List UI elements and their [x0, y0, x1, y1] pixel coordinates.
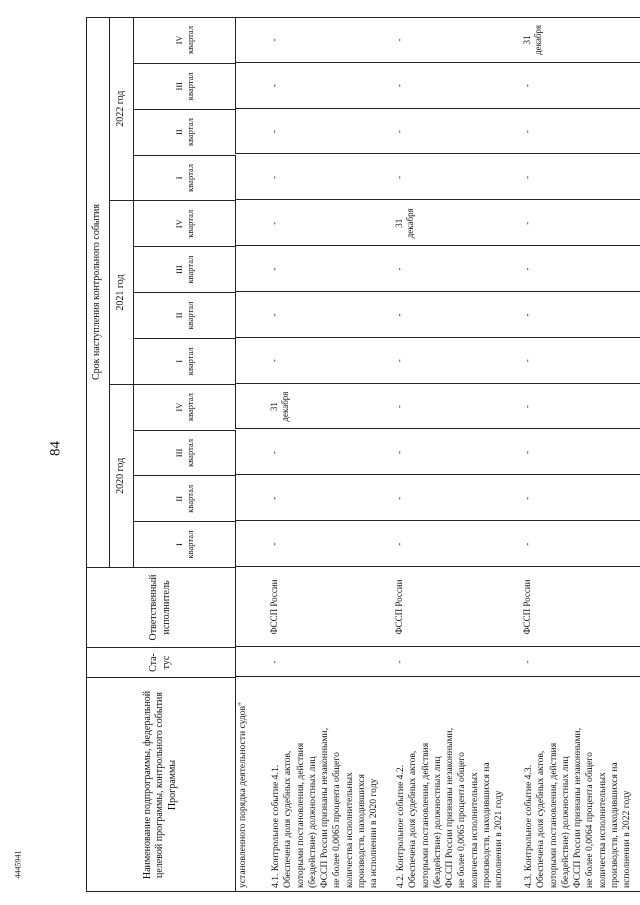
event-status: - — [522, 660, 532, 664]
quarter-value: - — [394, 359, 404, 363]
table-row-name — [394, 677, 522, 892]
table-row-responsible — [394, 567, 522, 647]
table-row-quarter-cell — [522, 246, 640, 292]
document-code: 4445941 — [13, 850, 23, 879]
header-quarter-word: квартал — [184, 393, 195, 422]
header-quarter-num: II — [173, 312, 184, 319]
header-quarter — [134, 200, 236, 246]
table-row-quarter-cell — [394, 200, 522, 246]
header-responsible — [86, 567, 236, 647]
table-row-quarter-cell — [394, 63, 522, 109]
table-row-quarter-cell — [522, 475, 640, 521]
table-row-quarter-cell — [394, 17, 522, 63]
event-name: 4.3. Контрольное событие 4.3. Обеспечена доля судебных актов, которыми постановления, действия (бездействие) должностных лиц ФССП России признаны незаконными, не более 0,0064 процента общего количества исполнительных производств, находившихся на исполнении в 2022 году — [523, 727, 633, 888]
quarter-value: - — [269, 221, 279, 225]
header-name-label: Наименование подпрограммы, федеральной целевой программы, контрольного события Программы — [141, 690, 178, 880]
header-quarter-word: квартал — [184, 484, 195, 513]
header-year — [110, 200, 134, 383]
table-row-quarter-cell — [522, 200, 640, 246]
header-quarter — [134, 475, 236, 521]
table-row-quarter-cell — [269, 338, 394, 384]
table-row-quarter-cell — [522, 430, 640, 476]
quarter-value: - — [394, 38, 404, 42]
quarter-value: - — [522, 221, 532, 225]
header-quarter-word: квартал — [184, 255, 195, 284]
header-quarter — [134, 430, 236, 476]
header-quarter — [134, 338, 236, 384]
header-year-label: 2022 год — [115, 90, 127, 127]
quarter-value: - — [269, 313, 279, 317]
header-quarter-word: квартал — [184, 164, 195, 192]
quarter-value: - — [394, 84, 404, 88]
quarter-value: - — [394, 496, 404, 500]
quarter-value: - — [269, 175, 279, 179]
header-responsible-label: Ответственный исполнитель — [148, 574, 172, 641]
header-quarter-word: квартал — [184, 72, 195, 101]
table-row-quarter-cell — [269, 292, 394, 338]
control-events-table — [86, 17, 640, 892]
table-row-quarter-cell — [522, 384, 640, 430]
quarter-value: - — [394, 267, 404, 271]
header-quarter-num: II — [173, 495, 184, 502]
table-row-quarter-cell — [269, 384, 394, 430]
table-row-quarter-cell — [522, 155, 640, 201]
quarter-value: - — [269, 38, 279, 42]
quarter-value: - — [522, 405, 532, 409]
table-row-quarter-cell — [522, 109, 640, 155]
table-row-quarter-cell — [269, 430, 394, 476]
quarter-value: - — [394, 542, 404, 546]
table-row-quarter-cell — [394, 384, 522, 430]
table-row-status — [522, 647, 640, 677]
header-year-label: 2020 год — [115, 457, 127, 494]
table-row-quarter-cell — [269, 109, 394, 155]
quarter-value: 31 декабря — [269, 391, 291, 422]
table-row-quarter-cell — [522, 63, 640, 109]
table-row-quarter-cell — [522, 292, 640, 338]
header-quarter — [134, 63, 236, 109]
page-number: 84 — [47, 441, 64, 456]
header-year — [110, 17, 134, 200]
event-responsible: ФССП России — [394, 579, 404, 635]
table-row-quarter-cell — [269, 475, 394, 521]
header-year-label: 2021 год — [115, 274, 127, 311]
header-deadline-group — [86, 17, 110, 567]
quarter-value: - — [269, 450, 279, 454]
event-responsible: ФССП России — [522, 579, 532, 635]
table-row-quarter-cell — [394, 338, 522, 384]
quarter-value: - — [522, 496, 532, 500]
quarter-value: - — [522, 313, 532, 317]
table-row-quarter-cell — [269, 521, 394, 567]
table-row-quarter-cell — [394, 155, 522, 201]
header-quarter-word: квартал — [184, 347, 195, 376]
quarter-value: - — [522, 450, 532, 454]
header-quarter-num: I — [173, 359, 184, 363]
table-row-quarter-cell — [394, 430, 522, 476]
quarter-value: - — [522, 175, 532, 179]
quarter-value: - — [394, 175, 404, 179]
table-row-quarter-cell — [522, 338, 640, 384]
table-row-quarter-cell — [522, 521, 640, 567]
header-quarter-num: IV — [173, 35, 184, 45]
header-quarter-num: IV — [173, 402, 184, 412]
quarter-value: - — [522, 267, 532, 271]
table-row-responsible — [522, 567, 640, 647]
event-status: - — [269, 660, 279, 664]
table-row-quarter-cell — [269, 17, 394, 63]
quarter-value: - — [522, 542, 532, 546]
header-quarter-num: I — [173, 176, 184, 180]
table-row-quarter-cell — [269, 200, 394, 246]
quarter-value: - — [394, 405, 404, 409]
quarter-value: - — [522, 84, 532, 88]
header-quarter — [134, 246, 236, 292]
header-quarter-num: III — [173, 265, 184, 274]
header-quarter — [134, 109, 236, 155]
quarter-value: - — [269, 496, 279, 500]
quarter-value: - — [394, 130, 404, 134]
table-row-quarter-cell — [394, 246, 522, 292]
table-row-quarter-cell — [269, 246, 394, 292]
header-quarter-num: IV — [173, 219, 184, 229]
table-row-quarter-cell — [522, 17, 640, 63]
table-row-responsible — [269, 567, 394, 647]
quarter-value: - — [522, 359, 532, 363]
table-row-quarter-cell — [394, 109, 522, 155]
quarter-value: 31 декабря — [522, 24, 544, 55]
header-name — [86, 677, 236, 892]
quarter-value: - — [269, 267, 279, 271]
header-quarter-word: квартал — [184, 26, 195, 54]
table-row-quarter-cell — [394, 521, 522, 567]
header-quarter — [134, 292, 236, 338]
header-quarter-word: квартал — [184, 209, 195, 238]
header-quarter-num: I — [173, 543, 184, 547]
quarter-value: - — [394, 313, 404, 317]
header-quarter-num: III — [173, 448, 184, 458]
header-quarter-word: квартал — [184, 530, 195, 559]
header-quarter — [134, 384, 236, 430]
table-row-name — [269, 677, 394, 892]
header-quarter-word: квартал — [184, 439, 195, 467]
quarter-value: - — [269, 542, 279, 546]
quarter-value: - — [269, 84, 279, 88]
table-row-quarter-cell — [269, 63, 394, 109]
header-quarter — [134, 521, 236, 567]
quarter-value: 31 декабря — [394, 208, 416, 239]
header-quarter-num: III — [173, 82, 184, 91]
header-quarter-num: II — [173, 129, 184, 135]
header-quarter-word: квартал — [184, 301, 195, 330]
header-status-label: Ста-тус — [148, 653, 172, 672]
quarter-value: - — [522, 130, 532, 134]
header-quarter — [134, 155, 236, 201]
table-row-quarter-cell — [394, 475, 522, 521]
event-responsible: ФССП России — [269, 579, 279, 635]
header-quarter-word: квартал — [184, 118, 195, 147]
table-row-quarter-cell — [269, 155, 394, 201]
event-status: - — [394, 660, 404, 664]
quarter-value: - — [394, 450, 404, 454]
header-status — [86, 647, 236, 677]
quarter-value: - — [269, 359, 279, 363]
header-quarter — [134, 17, 236, 63]
header-year — [110, 384, 134, 567]
header-deadline-label: Срок наступления контрольного события — [91, 204, 103, 380]
table-row-name — [522, 677, 640, 892]
table-row-status — [394, 647, 522, 677]
continuation-text-label: установленного порядка деятельности судов" — [237, 702, 248, 888]
continuation-text — [236, 677, 269, 892]
event-name: 4.2. Контрольное событие 4.2. Обеспечена доля судебных актов, которыми постановления, действия (бездействие) должностных лиц ФССП России признаны незаконными, не более 0,0065 процента общего количества исполнительных производств, находившихся на исполнении в 2021 году — [395, 727, 505, 888]
event-name: 4.1. Контрольное событие 4.1. Обеспечена доля судебных актов, которыми постановления, действия (бездействие) должностных лиц ФССП России признаны незаконными, не более 0,0065 процента общего количества исполнительных производств, находившихся на исполнении в 2020 году — [270, 727, 380, 888]
quarter-value: - — [269, 130, 279, 134]
rotated-table-frame — [86, 17, 640, 892]
table-row-quarter-cell — [394, 292, 522, 338]
table-row-status — [269, 647, 394, 677]
